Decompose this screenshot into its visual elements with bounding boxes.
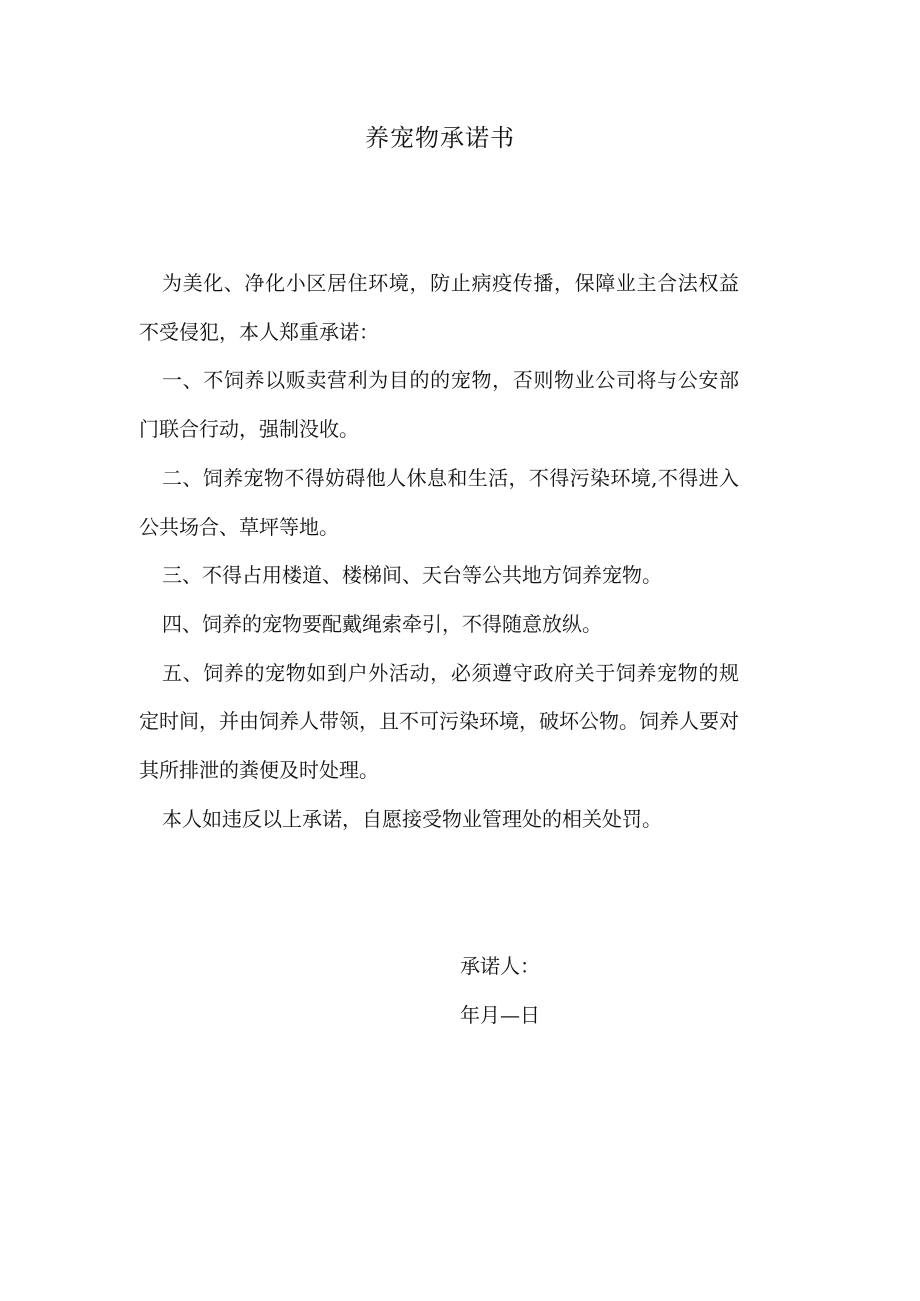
clause-2: 二、饲养宠物不得妨碍他人休息和生活，不得污染环境,不得进入公共场合、草坪等地。 (139, 465, 739, 539)
clause-3: 三、不得占用楼道、楼梯间、天台等公共地方饲养宠物。 (162, 563, 662, 588)
intro-paragraph: 为美化、净化小区居住环境，防止病疫传播，保障业主合法权益不受侵犯，本人郑重承诺： (139, 271, 739, 344)
signer-label: 承诺人： (460, 954, 540, 978)
document-body (139, 259, 739, 843)
date-label: 年月—日 (460, 1003, 540, 1027)
closing-paragraph: 本人如违反以上承诺，自愿接受物业管理处的相关处罚。 (162, 806, 662, 831)
clause-5: 五、饲养的宠物如到户外活动，必须遵守政府关于饲养宠物的规定时间，并由饲养人带领，且不可污染环境，破坏公物。饲养人要对其所排泄的粪便及时处理。 (139, 660, 739, 783)
signature-block (460, 942, 540, 1040)
document-title: 养宠物承诺书 (365, 124, 515, 152)
clause-1: 一、不饲养以贩卖营利为目的的宠物，否则物业公司将与公安部门联合行动，强制没收。 (139, 368, 739, 442)
clause-4: 四、饲养的宠物要配戴绳索牵引，不得随意放纵。 (162, 611, 602, 636)
